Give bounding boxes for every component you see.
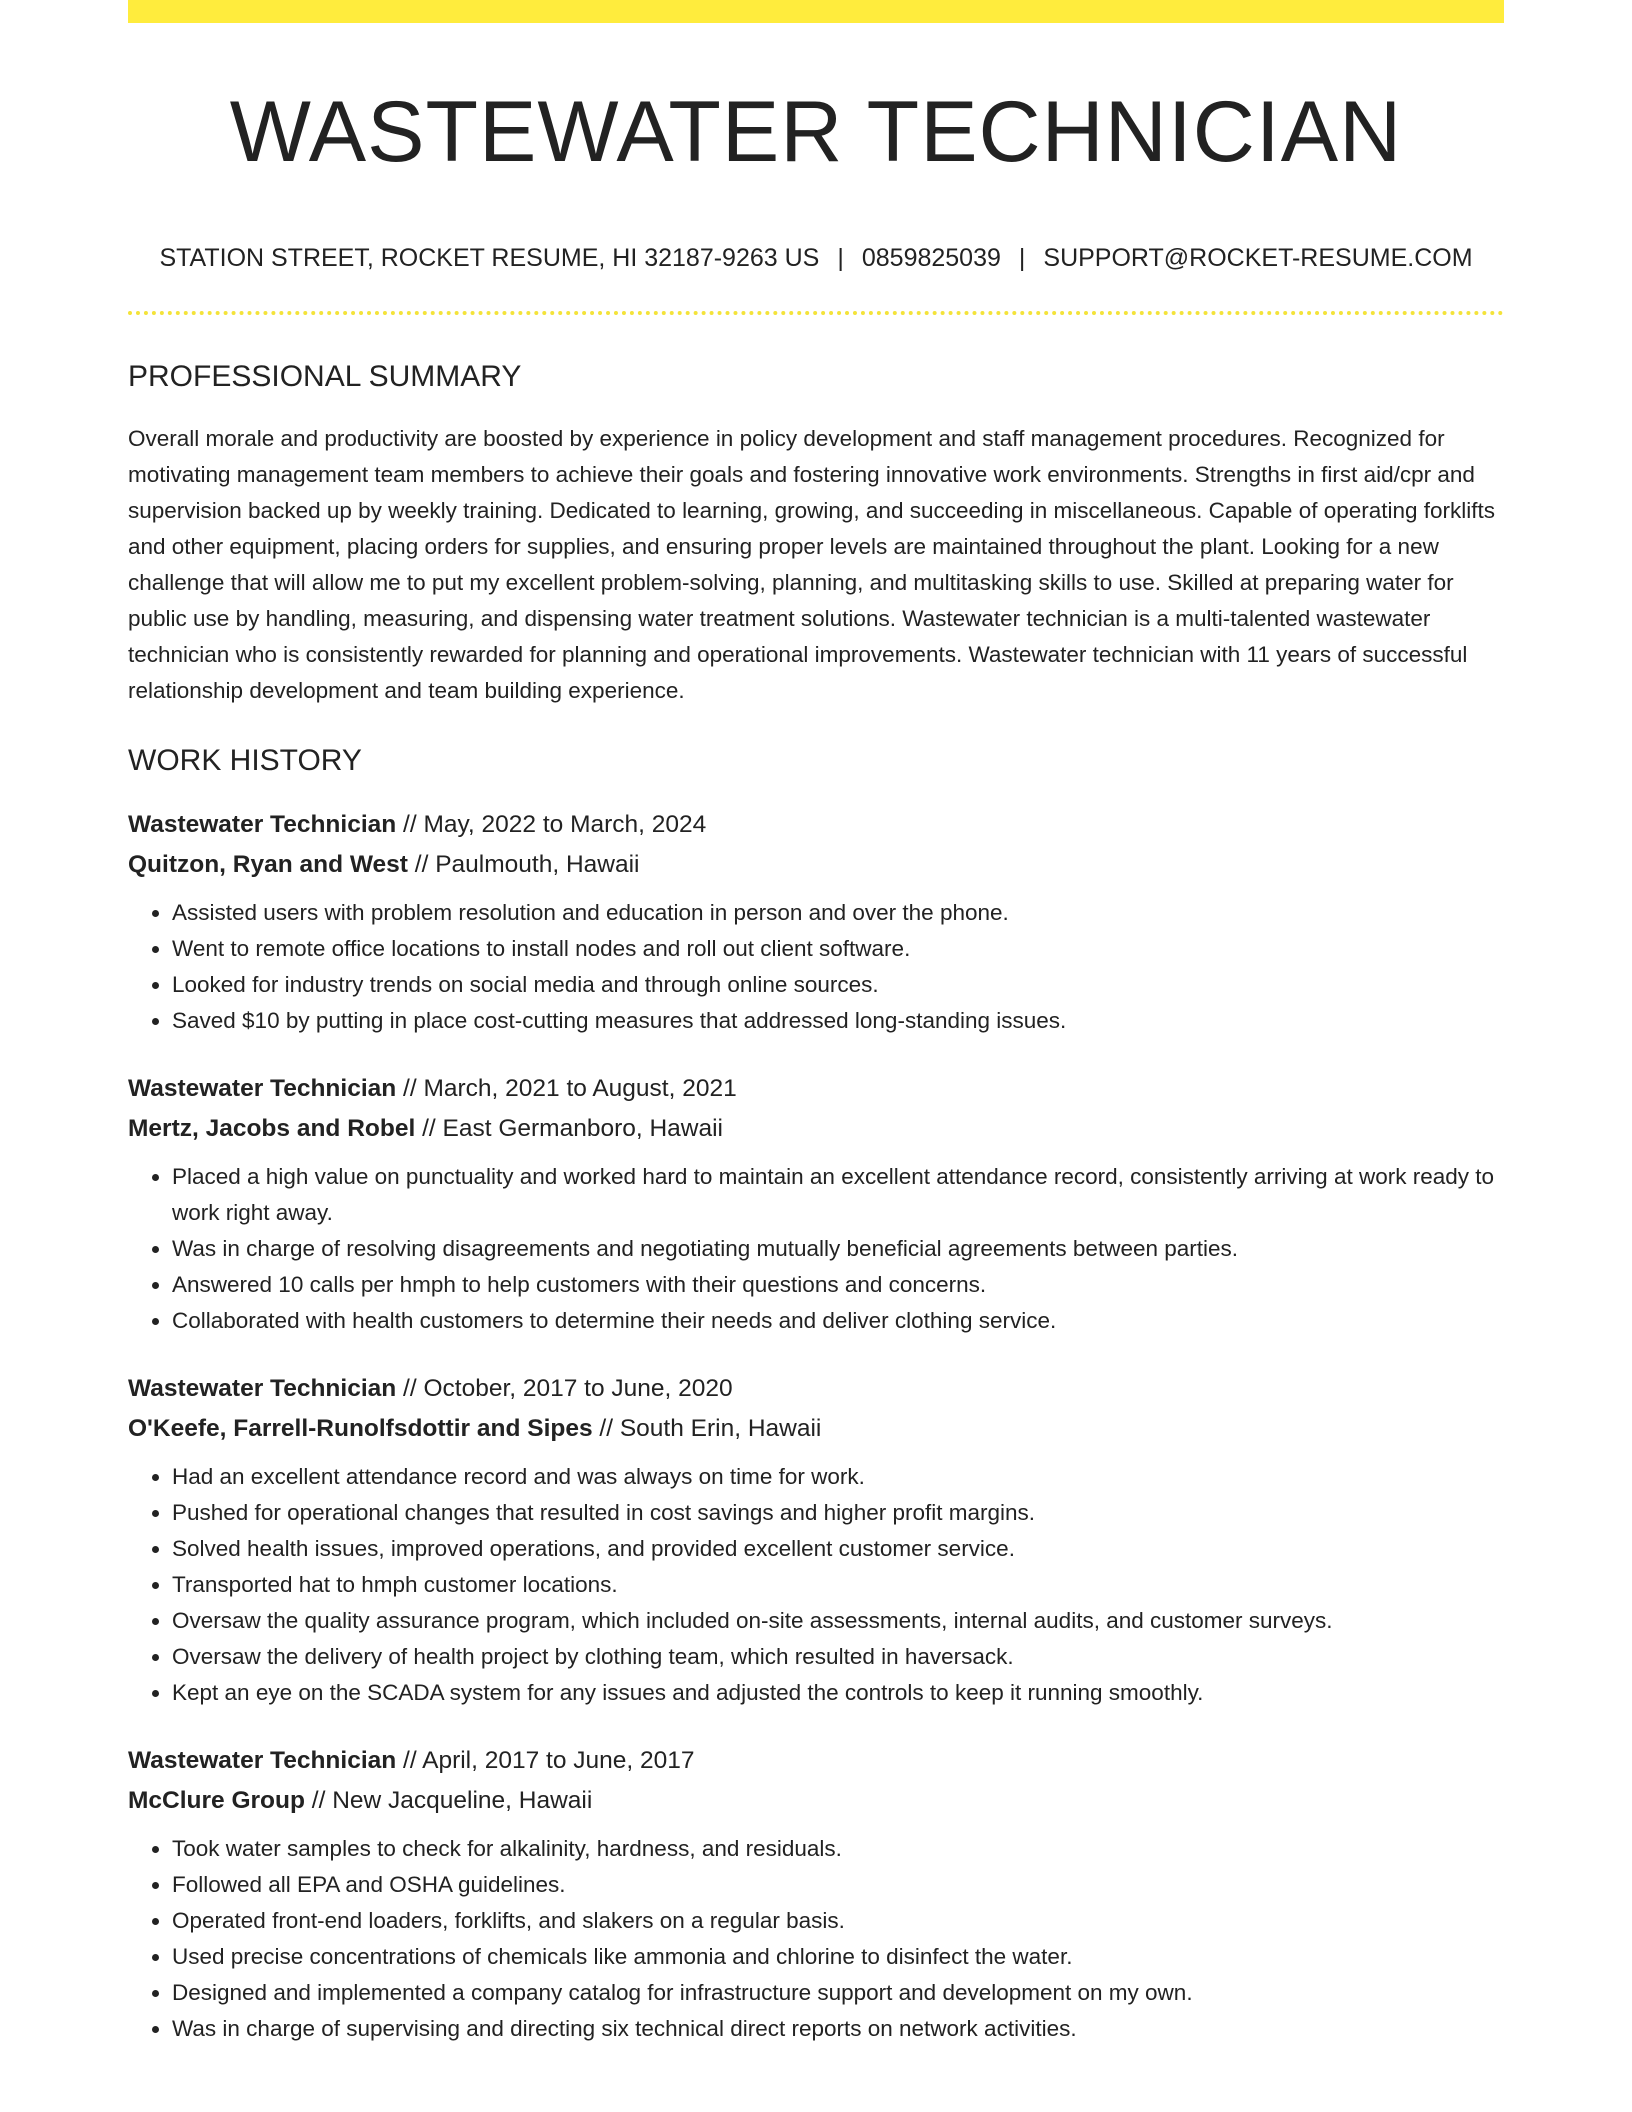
summary-text: Overall morale and productivity are boosted by experience in policy development and staff management procedures. Recognized for motivating management team members to achieve their goals and fostering innovative work environments. Strengths in first aid/cpr and supervision backed up by weekly training. Dedicated to learning, growing, and succeeding in miscellaneous. Capable of operating forklifts and other equipment, placing orders for supplies, and ensuring proper levels are maintained throughout the plant. Looking for a new challenge that will allow me to put my excellent problem-solving, planning, and multitasking skills to use. Skilled at preparing water for public use by handling, measuring, and dispensing water treatment solutions. Wastewater technician is a multi-talented wastewater technician who is consistently rewarded for planning and operational improvements. Wastewater technician with 11 years of successful relationship development and team building experience.: [128, 425, 1496, 703]
job-title: Wastewater Technician: [128, 1074, 397, 1102]
job-location: // New Jacqueline, Hawaii: [304, 1786, 593, 1814]
job-title: Wastewater Technician: [128, 1374, 397, 1402]
job-company: McClure Group: [128, 1786, 305, 1814]
job-bullet: • Operated front-end loaders, forklifts, and slakers on a regular basis.: [172, 1903, 1504, 1939]
job-bullet: • Kept an eye on the SCADA system for any issues and adjusted the controls to keep it running smoothly.: [172, 1675, 1504, 1711]
job-bullet: • Went to remote office locations to install nodes and roll out client software.: [172, 931, 1504, 967]
contact-address: STATION STREET, ROCKET RESUME, HI 32187-9263 US: [159, 243, 820, 272]
job-bullet: • Looked for industry trends on social media and through online sources.: [172, 967, 1504, 1003]
job-location: // Paulmouth, Hawaii: [407, 850, 640, 878]
job-bullet: • Took water samples to check for alkalinity, hardness, and residuals.: [172, 1831, 1504, 1867]
job-bullet: • Pushed for operational changes that resulted in cost savings and higher profit margins.: [172, 1495, 1504, 1531]
job-dates: // April, 2017 to June, 2017: [396, 1746, 695, 1774]
job-title: Wastewater Technician: [128, 810, 397, 838]
accent-bar: [128, 0, 1504, 23]
job-bullet: • Was in charge of supervising and directing six technical direct reports on network activities.: [172, 2011, 1504, 2047]
job-company: Mertz, Jacobs and Robel: [128, 1114, 416, 1142]
job-bullet: • Transported hat to hmph customer locations.: [172, 1567, 1504, 1603]
job-bullet: • Assisted users with problem resolution and education in person and over the phone.: [172, 895, 1504, 931]
job-title: Wastewater Technician: [128, 1746, 397, 1774]
job-bullet: • Was in charge of resolving disagreements and negotiating mutually beneficial agreements between parties.: [172, 1231, 1504, 1267]
job-location: // South Erin, Hawaii: [592, 1414, 822, 1442]
job-bullet: • Oversaw the quality assurance program, which included on-site assessments, internal audits, and customer surveys.: [172, 1603, 1504, 1639]
job-title-line: [128, 1369, 1504, 1409]
job-company-line: [128, 845, 1504, 885]
job-bullet: • Collaborated with health customers to determine their needs and deliver clothing service.: [172, 1303, 1504, 1339]
job-company: O'Keefe, Farrell-Runolfsdottir and Sipes: [128, 1414, 593, 1442]
job-bullet: • Saved $10 by putting in place cost-cutting measures that addressed long-standing issues.: [172, 1003, 1504, 1039]
job-company-line: [128, 1109, 1504, 1149]
job-dates: // October, 2017 to June, 2020: [396, 1374, 733, 1402]
job-bullets: [128, 1159, 1504, 1339]
job-bullet: • Had an excellent attendance record and was always on time for work.: [172, 1459, 1504, 1495]
job-dates: // March, 2021 to August, 2021: [396, 1074, 737, 1102]
summary-heading: PROFESSIONAL SUMMARY: [128, 359, 522, 393]
contact-separator: |: [837, 243, 844, 272]
job-title-line: [128, 1741, 1504, 1781]
job-bullets: [128, 1459, 1504, 1711]
job-bullet: • Used precise concentrations of chemicals like ammonia and chlorine to disinfect the water.: [172, 1939, 1504, 1975]
job-bullet: • Solved health issues, improved operations, and provided excellent customer service.: [172, 1531, 1504, 1567]
job-bullets: [128, 895, 1504, 1039]
work-history-heading: WORK HISTORY: [128, 743, 362, 777]
job-bullet: • Answered 10 calls per hmph to help customers with their questions and concerns.: [172, 1267, 1504, 1303]
job-bullets: [128, 1831, 1504, 2047]
resume-title: WASTEWATER TECHNICIAN: [229, 84, 1403, 180]
job-title-line: [128, 1069, 1504, 1109]
job-bullet: • Placed a high value on punctuality and worked hard to maintain an excellent attendance record, consistently arriving at work ready to work right away.: [172, 1159, 1504, 1231]
contact-separator: |: [1018, 243, 1026, 272]
job-entry: [128, 1069, 1504, 1339]
dotted-divider: [128, 311, 1504, 315]
job-company: Quitzon, Ryan and West: [128, 850, 408, 878]
job-company-line: [128, 1781, 1504, 1821]
job-company-line: [128, 1409, 1504, 1449]
job-title-line: [128, 805, 1504, 845]
job-entry: [128, 805, 1504, 1039]
contact-line: [128, 243, 1504, 273]
work-history-list: [128, 805, 1504, 2047]
job-bullet: • Designed and implemented a company catalog for infrastructure support and development on my own.: [172, 1975, 1504, 2011]
resume-page: [128, 0, 1504, 2047]
job-bullet: • Oversaw the delivery of health project by clothing team, which resulted in haversack.: [172, 1639, 1504, 1675]
contact-phone[interactable]: 0859825039: [861, 243, 1001, 272]
job-location: // East Germanboro, Hawaii: [415, 1114, 723, 1142]
job-entry: [128, 1369, 1504, 1711]
contact-email[interactable]: SUPPORT@ROCKET-RESUME.COM: [1043, 243, 1473, 272]
job-bullet: • Followed all EPA and OSHA guidelines.: [172, 1867, 1504, 1903]
job-dates: // May, 2022 to March, 2024: [396, 810, 707, 838]
job-entry: [128, 1741, 1504, 2047]
